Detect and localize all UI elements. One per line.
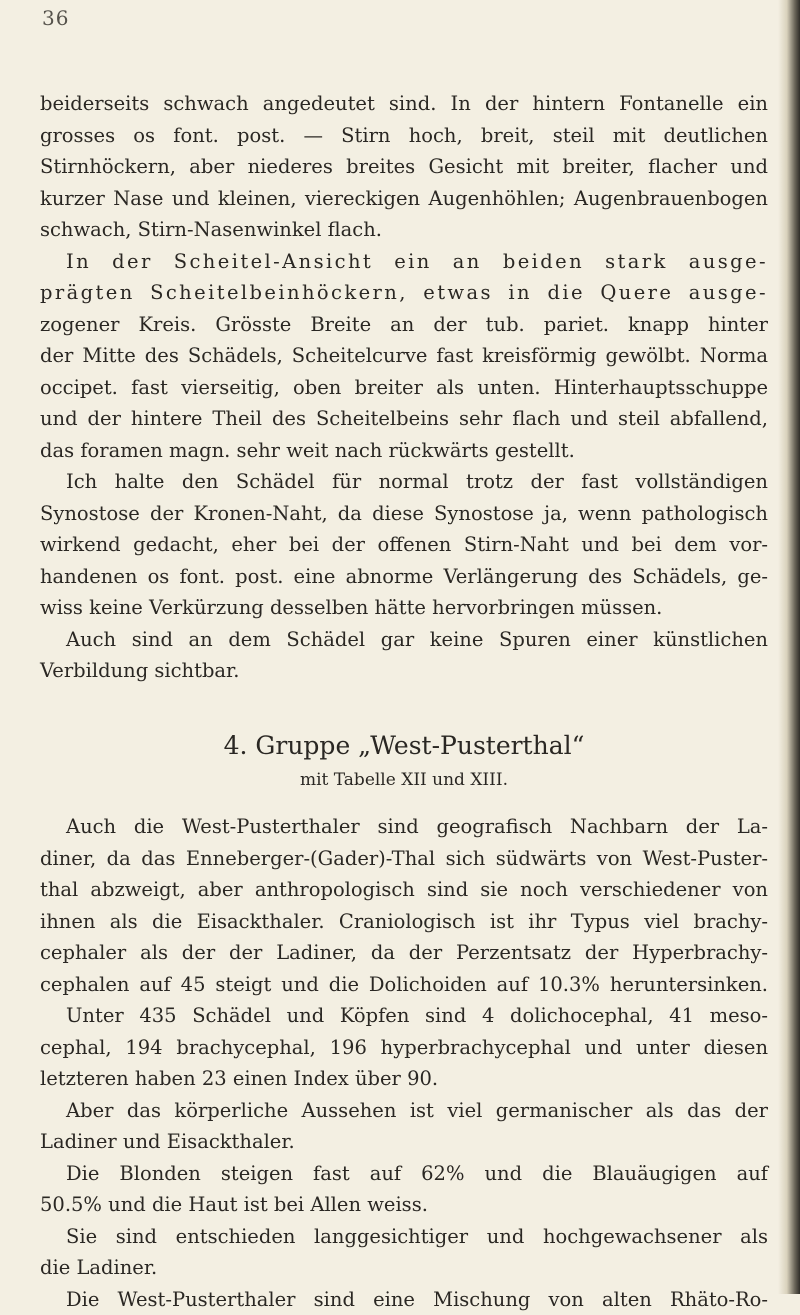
text-line: prägten Scheitelbeinhöckern, etwas in die Quere ausge- [40, 277, 768, 309]
text-line: Synostose der Kronen-Naht, da diese Synostose ja, wenn pathologisch [40, 498, 768, 530]
text-line: cephaler als der der Ladiner, da der Perzentsatz der Hyperbrachy- [40, 937, 768, 969]
paragraph-block-2 [40, 811, 768, 1315]
text-line: thal abzweigt, aber anthropologisch sind sie noch verschiedener von [40, 874, 768, 906]
text-line: cephalen auf 45 steigt und die Dolichoiden auf 10.3% heruntersinken. [40, 969, 768, 1001]
text-line: grosses os font. post. — Stirn hoch, breit, steil mit deutlichen [40, 120, 768, 152]
text-line: wiss keine Verkürzung desselben hätte hervorbringen müssen. [40, 592, 768, 624]
text-line: Unter 435 Schädel und Köpfen sind 4 dolichocephal, 41 meso- [40, 1000, 768, 1032]
paragraph-block-1 [40, 88, 768, 687]
section-heading [40, 727, 768, 795]
section-title: 4. Gruppe „West-Pusterthal“ [40, 727, 768, 765]
text-line: handenen os font. post. eine abnorme Verlängerung des Schädels, ge- [40, 561, 768, 593]
text-line: Ich halte den Schädel für normal trotz der fast vollständigen [40, 466, 768, 498]
page-number: 36 [42, 6, 69, 30]
page-edge-shadow [778, 0, 800, 1294]
text-line: das foramen magn. sehr weit nach rückwärts gestellt. [40, 435, 768, 467]
text-line: Die Blonden steigen fast auf 62% und die Blauäugigen auf [40, 1158, 768, 1190]
text-line: Die West-Pusterthaler sind eine Mischung von alten Rhäto-Ro- [40, 1284, 768, 1315]
text-line: und der hintere Theil des Scheitelbeins sehr flach und steil abfallend, [40, 403, 768, 435]
section-subtitle: mit Tabelle XII und XIII. [40, 765, 768, 795]
text-line: Aber das körperliche Aussehen ist viel germanischer als das der [40, 1095, 768, 1127]
text-line: occipet. fast vierseitig, oben breiter als unten. Hinterhauptsschuppe [40, 372, 768, 404]
text-line: cephal, 194 brachycephal, 196 hyperbrachycephal und unter diesen [40, 1032, 768, 1064]
text-line: Stirnhöckern, aber niederes breites Gesicht mit breiter, flacher und [40, 151, 768, 183]
text-line: Verbildung sichtbar. [40, 655, 768, 687]
text-line: diner, da das Enneberger-(Gader)-Thal sich südwärts von West-Puster- [40, 843, 768, 875]
text-line: Auch die West-Pusterthaler sind geografisch Nachbarn der La- [40, 811, 768, 843]
text-line: schwach, Stirn-Nasenwinkel flach. [40, 214, 768, 246]
text-line: In der Scheitel-Ansicht ein an beiden stark ausge- [40, 246, 768, 278]
text-line: beiderseits schwach angedeutet sind. In der hintern Fontanelle ein [40, 88, 768, 120]
text-line: kurzer Nase und kleinen, viereckigen Augenhöhlen; Augenbrauenbogen [40, 183, 768, 215]
text-line: Ladiner und Eisackthaler. [40, 1126, 768, 1158]
text-line: Auch sind an dem Schädel gar keine Spuren einer künstlichen [40, 624, 768, 656]
text-line: Sie sind entschieden langgesichtiger und hochgewachsener als [40, 1221, 768, 1253]
text-line: ihnen als die Eisackthaler. Craniologisch ist ihr Typus viel brachy- [40, 906, 768, 938]
text-line: wirkend gedacht, eher bei der offenen Stirn-Naht und bei dem vor- [40, 529, 768, 561]
text-line: letzteren haben 23 einen Index über 90. [40, 1063, 768, 1095]
text-line: zogener Kreis. Grösste Breite an der tub. pariet. knapp hinter [40, 309, 768, 341]
text-line: die Ladiner. [40, 1252, 768, 1284]
text-line: der Mitte des Schädels, Scheitelcurve fast kreisförmig gewölbt. Norma [40, 340, 768, 372]
text-line: 50.5% und die Haut ist bei Allen weiss. [40, 1189, 768, 1221]
